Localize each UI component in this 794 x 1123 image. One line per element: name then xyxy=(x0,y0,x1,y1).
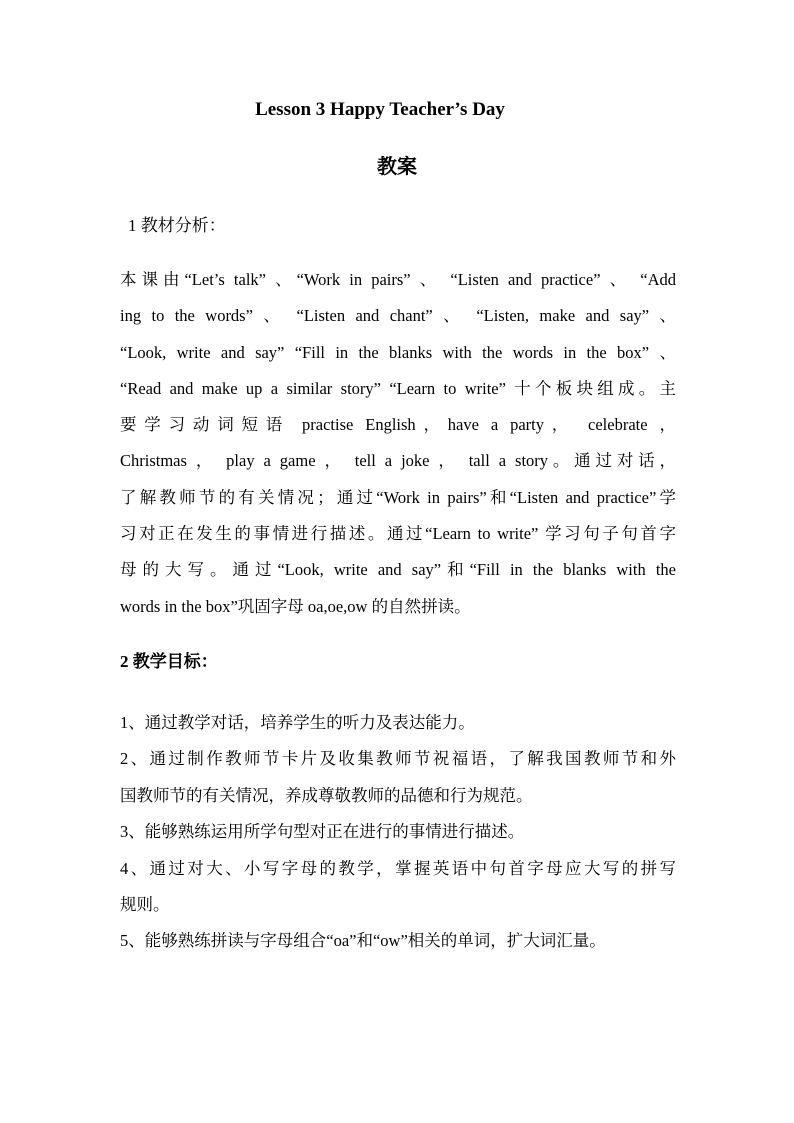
paragraph-line: ing to the words” 、 “Listen and chant” 、 “Listen, make and say” 、 xyxy=(120,306,676,326)
paragraph-line: Christmas ， play a game ， tell a joke ， tall a story。通过对话， xyxy=(120,451,676,471)
section-heading-material-analysis: 1 教材分析： xyxy=(128,216,226,235)
document-subtitle: 教案 xyxy=(377,156,417,178)
goal-item: 2、通过制作教师节卡片及收集教师节祝福语，了解我国教师节和外 xyxy=(120,749,676,769)
paragraph-line: 习对正在发生的事情进行描述。通过“Learn to write” 学习句子句首字 xyxy=(120,524,676,544)
section-heading-teaching-goals: 2 教学目标： xyxy=(120,652,218,671)
paragraph-line: 本课由“Let’s talk” 、“Work in pairs” 、 “Listen and practice” 、 “Add xyxy=(120,270,676,289)
paragraph-line: 要学习动词短语 practise English，have a party， celebrate ， xyxy=(120,415,676,435)
paragraph-line: 了解教师节的有关情况；通过“Work in pairs”和“Listen and practice”学 xyxy=(120,487,676,507)
goal-item-continuation: 规则。 xyxy=(120,895,170,915)
paragraph-line: words in the box”巩固字母 oa,oe,ow 的自然拼读。 xyxy=(120,596,471,616)
goal-item: 1、通过教学对话，培养学生的听力及表达能力。 xyxy=(120,713,475,732)
paragraph-line: 母的大写。通过“Look, write and say”和“Fill in the blanks with the xyxy=(120,560,676,580)
paragraph-line: “Look, write and say” “Fill in the blanks with the words in the box” 、 xyxy=(120,342,676,362)
goal-item: 4、通过对大、小写字母的教学，掌握英语中句首字母应大写的拼写 xyxy=(120,858,676,878)
goal-item: 5、能够熟练拼读与字母组合“oa”和“ow”相关的单词，扩大词汇量。 xyxy=(120,931,606,951)
paragraph-line: “Read and make up a similar story” “Learn to write” 十个板块组成。主 xyxy=(120,378,676,398)
material-analysis-paragraph xyxy=(120,262,676,625)
document-title: Lesson 3 Happy Teacher’s Day xyxy=(255,99,505,120)
goal-item-continuation: 国教师节的有关情况，养成尊敬教师的品德和行为规范。 xyxy=(120,785,533,805)
goal-item: 3、能够熟练运用所学句型对正在进行的事情进行描述。 xyxy=(120,822,525,842)
teaching-goals-list xyxy=(120,705,676,960)
